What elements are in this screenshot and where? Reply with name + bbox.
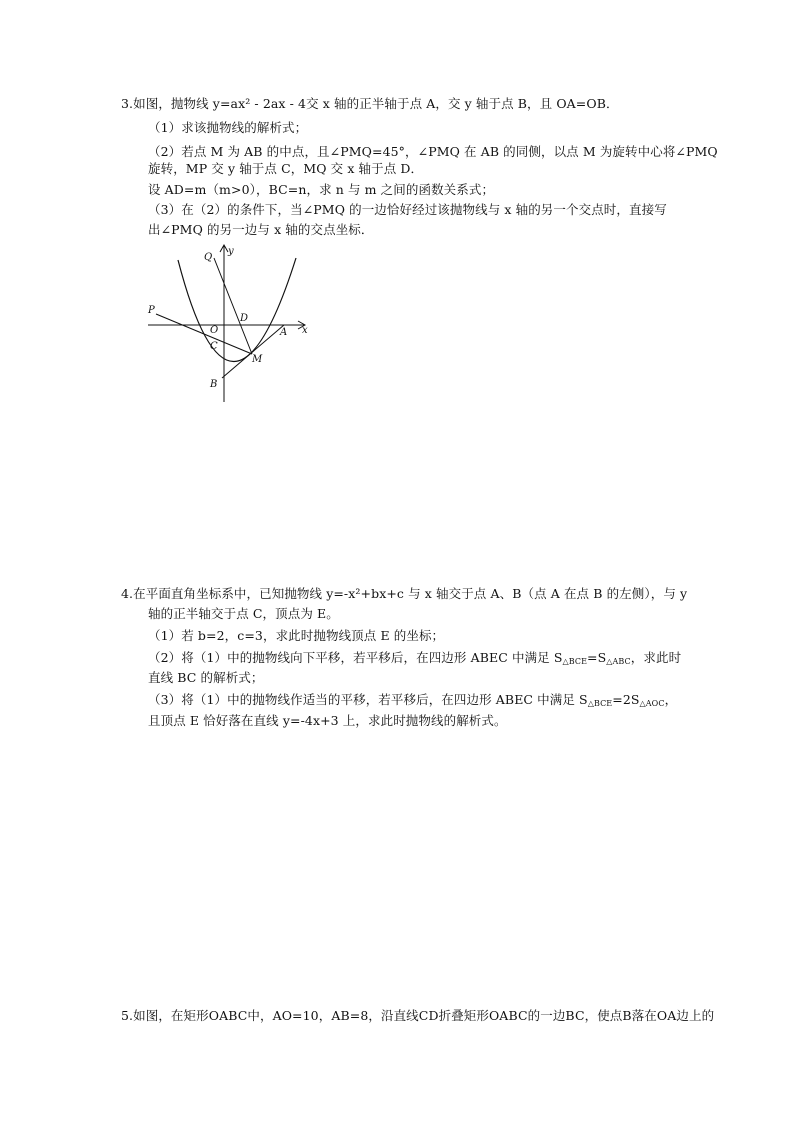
label-m: M bbox=[252, 354, 263, 365]
q3-stem-line1: 3.如图，抛物线 y=ax² - 2ax - 4交 x 轴的正半轴于点 A，交 y 轴于点 B，且 OA=OB． bbox=[121, 96, 619, 111]
label-c: C bbox=[210, 341, 218, 352]
label-d: D bbox=[240, 313, 249, 324]
label-b: B bbox=[210, 379, 218, 390]
q3-part1: （1）求该抛物线的解析式； bbox=[148, 120, 308, 135]
q4-part3-line2: 且顶点 E 恰好落在直线 y=-4x+3 上，求此时抛物线的解析式。 bbox=[148, 713, 507, 728]
label-y: y bbox=[228, 246, 234, 257]
label-x: x bbox=[302, 325, 308, 336]
q3-part2-line1: （2）若点 M 为 AB 的中点，且∠PMQ=45°，∠PMQ 在 AB 的同侧，以点 M 为旋转中心将∠PMQ bbox=[148, 144, 718, 159]
label-o: O bbox=[210, 325, 219, 336]
q4-stem-line2: 轴的正半轴交于点 C，顶点为 E。 bbox=[148, 606, 339, 621]
label-p: P bbox=[148, 305, 155, 316]
q4-stem-line1: 4.在平面直角坐标系中，已知抛物线 y=-x²+bx+c 与 x 轴交于点 A、B（点 A 在点 B 的左侧），与 y bbox=[121, 586, 688, 601]
q4-part2-line1: （2）将（1）中的抛物线向下平移，若平移后，在四边形 ABEC 中满足 $S_{\triangle BCE}=S_{\triangle ABC}$，求此时 bbox=[148, 650, 682, 666]
label-a: A bbox=[280, 327, 288, 338]
ray-mq bbox=[214, 258, 252, 354]
q3-part3-line1: （3）在（2）的条件下，当∠PMQ 的一边恰好经过该抛物线与 x 轴的另一个交点时，直接写 bbox=[148, 202, 667, 217]
q3-part2-line2: 旋转，MP 交 y 轴于点 C，MQ 交 x 轴于点 D． bbox=[148, 161, 424, 176]
q5-stem-line1: 5.如图，在矩形OABC中，AO=10，AB=8，沿直线CD折叠矩形OABC的一边BC，使点B落在OA边上的 bbox=[121, 1008, 715, 1023]
q4-part2-line2: 直线 BC 的解析式； bbox=[148, 670, 264, 685]
q3-part2-line3: 设 AD=m（m>0），BC=n，求 n 与 m 之间的函数关系式； bbox=[148, 182, 495, 197]
q4-part1: （1）若 b=2，c=3，求此时抛物线顶点 E 的坐标； bbox=[148, 628, 445, 643]
q3-figure bbox=[144, 244, 312, 404]
label-q: Q bbox=[204, 252, 213, 263]
parabola-curve bbox=[178, 258, 296, 362]
parabola-diagram bbox=[144, 244, 312, 404]
q4-part3-line1: （3）将（1）中的抛物线作适当的平移，若平移后，在四边形 ABEC 中满足 $S_{\triangle BCE}=2S_{\triangle AOC}$， bbox=[148, 692, 678, 708]
q3-part3-line2: 出∠PMQ 的另一边与 x 轴的交点坐标． bbox=[148, 222, 374, 237]
segment-ab bbox=[222, 325, 284, 378]
ray-mp bbox=[156, 314, 252, 354]
